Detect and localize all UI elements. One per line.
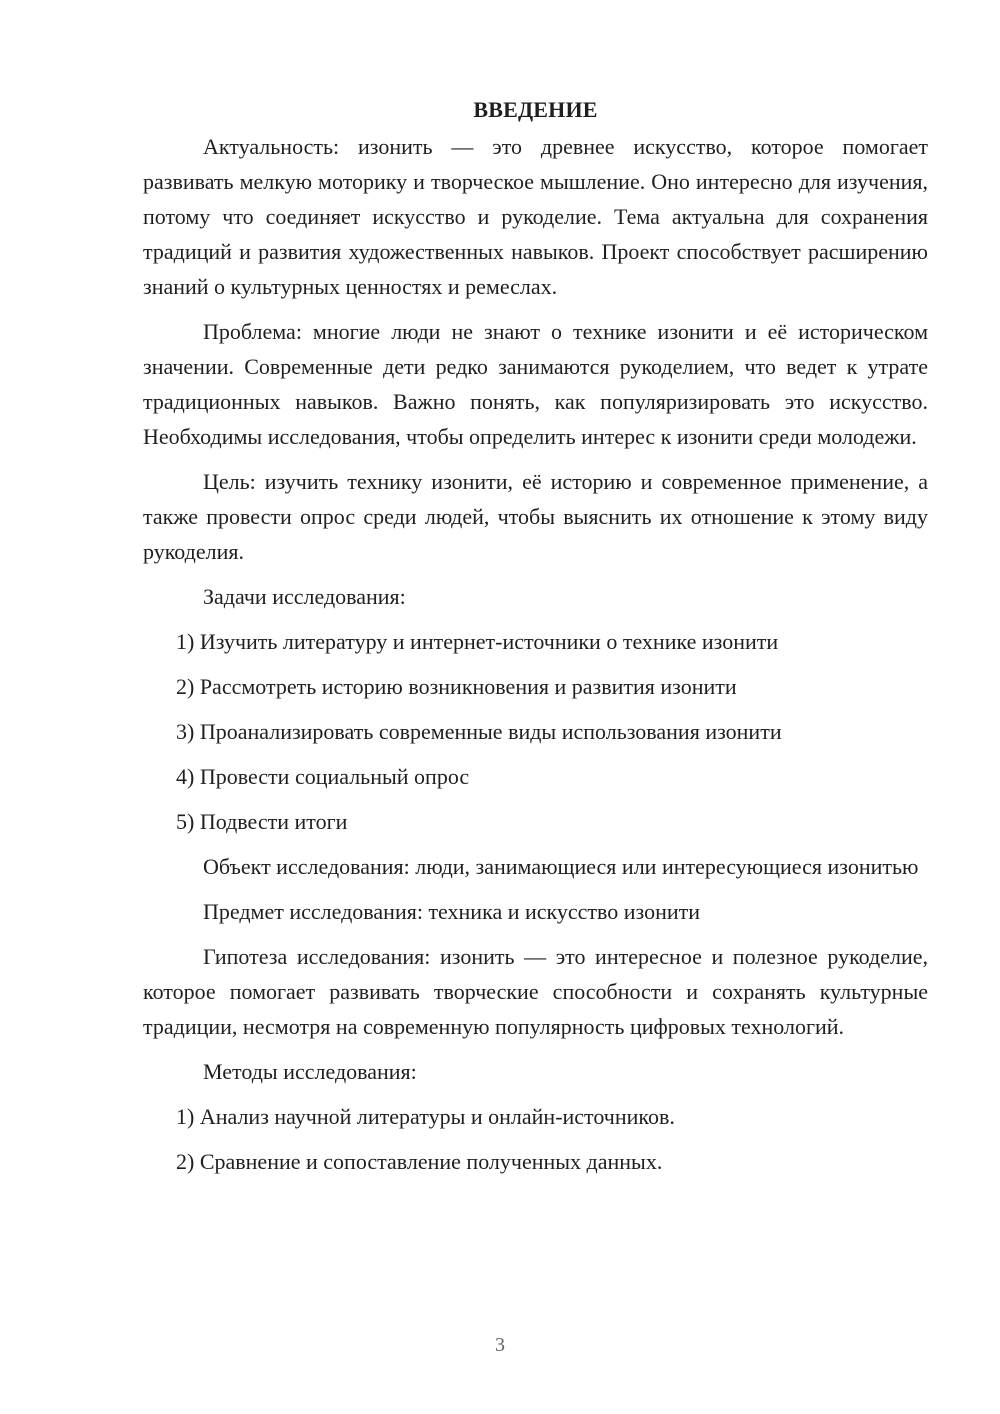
relevance-paragraph: Актуальность: изонить — это древнее искусство, которое помогает развивать мелкую моторику и творческое мышление. Оно интересно для изучения, потому что соединяет искусство и рукоделие. Тема актуальна для сохранения традиций и развития художественных навыков. Проект способствует расширению знаний о культурных ценностях и ремеслах.: [143, 134, 928, 299]
document-page: [143, 95, 928, 1189]
hypothesis-paragraph: Гипотеза исследования: изонить — это интересное и полезное рукоделие, которое помогает развивать творческие способности и сохранять культурные традиции, несмотря на современную популярность цифровых технологий.: [143, 944, 928, 1039]
list-item: 1) Анализ научной литературы и онлайн-источников.: [176, 1104, 675, 1129]
goal-paragraph: Цель: изучить технику изонити, её историю и современное применение, а также провести опрос среди людей, чтобы выяснить их отношение к этому виду рукоделия.: [143, 469, 928, 564]
list-item: 3) Проанализировать современные виды использования изонити: [176, 719, 782, 744]
methods-list: [143, 1099, 928, 1179]
subject-paragraph: Предмет исследования: техника и искусство изонити: [203, 899, 701, 924]
tasks-list: [143, 624, 928, 839]
list-item: 2) Рассмотреть историю возникновения и развития изонити: [176, 674, 737, 699]
page-number: 3: [495, 1334, 505, 1356]
list-item: 5) Подвести итоги: [176, 809, 348, 834]
list-item: 4) Провести социальный опрос: [176, 764, 470, 789]
object-paragraph: Объект исследования: люди, занимающиеся или интересующиеся изонитью: [203, 854, 919, 879]
tasks-heading: Задачи исследования:: [203, 584, 406, 609]
methods-heading: Методы исследования:: [203, 1059, 417, 1084]
page-title: ВВЕДЕНИЕ: [473, 97, 598, 122]
list-item: 2) Сравнение и сопоставление полученных данных.: [176, 1149, 663, 1174]
list-item: 1) Изучить литературу и интернет-источники о технике изонити: [176, 629, 779, 654]
problem-paragraph: Проблема: многие люди не знают о технике изонити и её историческом значении. Современные дети редко занимаются рукоделием, что ведет к утрате традиционных навыков. Важно понять, как популяризировать это искусство. Необходимы исследования, чтобы определить интерес к изонити среди молодежи.: [143, 319, 928, 449]
